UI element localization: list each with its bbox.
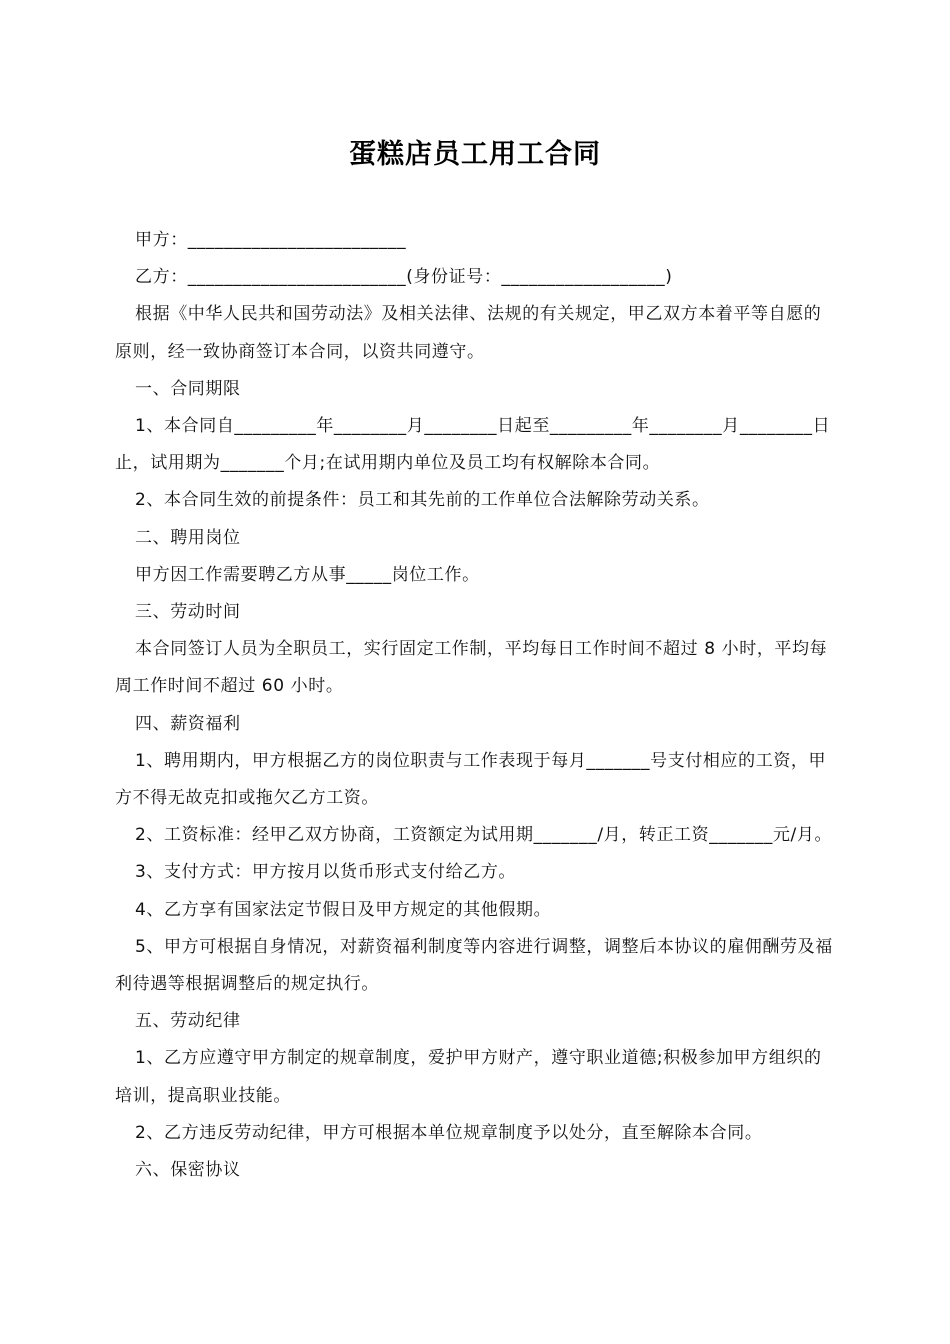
clause-paragraph: 3、支付方式：甲方按月以货币形式支付给乙方。 [135,862,517,883]
clause-paragraph: 2、本合同生效的前提条件：员工和其先前的工作单位合法解除劳动关系。 [135,490,710,511]
section-heading: 二、聘用岗位 [135,527,241,548]
clause-paragraph: 1、乙方应遵守甲方制定的规章制度，爱护甲方财产，遵守职业道德;积极参加甲方组织的培训，提高职业技能。 [115,1048,822,1106]
clause-paragraph: 1、本合同自_________年________月________日起至_________年________月________日止，试用期为_______个月;在试用期内单位及员工均有权解除本合同。 [115,416,831,474]
party-b-line: 乙方：________________________(身份证号：__________________) [135,267,673,288]
document-body [115,222,837,1189]
section-heading: 一、合同期限 [135,378,241,399]
clause-paragraph: 本合同签订人员为全职员工，实行固定工作制，平均每日工作时间不超过 8 小时，平均每周工作时间不超过 60 小时。 [115,639,828,697]
section-heading: 六、保密协议 [135,1160,241,1181]
clause-paragraph: 甲方因工作需要聘乙方从事_____岗位工作。 [135,564,480,585]
clause-paragraph: 2、工资标准：经甲乙双方协商，工资额定为试用期_______/月，转正工资_______元/月。 [135,825,833,846]
section-heading: 四、薪资福利 [135,713,241,734]
clause-paragraph: 1、聘用期内，甲方根据乙方的岗位职责与工作表现于每月_______号支付相应的工资，甲方不得无故克扣或拖欠乙方工资。 [115,750,827,809]
clause-paragraph: 4、乙方享有国家法定节假日及甲方规定的其他假期。 [135,899,552,920]
clause-paragraph: 2、乙方违反劳动纪律，甲方可根据本单位规章制度予以处分，直至解除本合同。 [135,1122,763,1143]
section-heading: 三、劳动时间 [135,602,241,623]
preamble-paragraph: 根据《中华人民共和国劳动法》及相关法律、法规的有关规定，甲乙双方本着平等自愿的原则，经一致协商签订本合同，以资共同遵守。 [115,304,822,362]
section-heading: 五、劳动纪律 [135,1011,241,1032]
clause-paragraph: 5、甲方可根据自身情况，对薪资福利制度等内容进行调整，调整后本协议的雇佣酬劳及福利待遇等根据调整后的规定执行。 [115,936,833,995]
document-title: 蛋糕店员工用工合同 [349,139,601,170]
party-a-line: 甲方：________________________ [135,230,407,250]
